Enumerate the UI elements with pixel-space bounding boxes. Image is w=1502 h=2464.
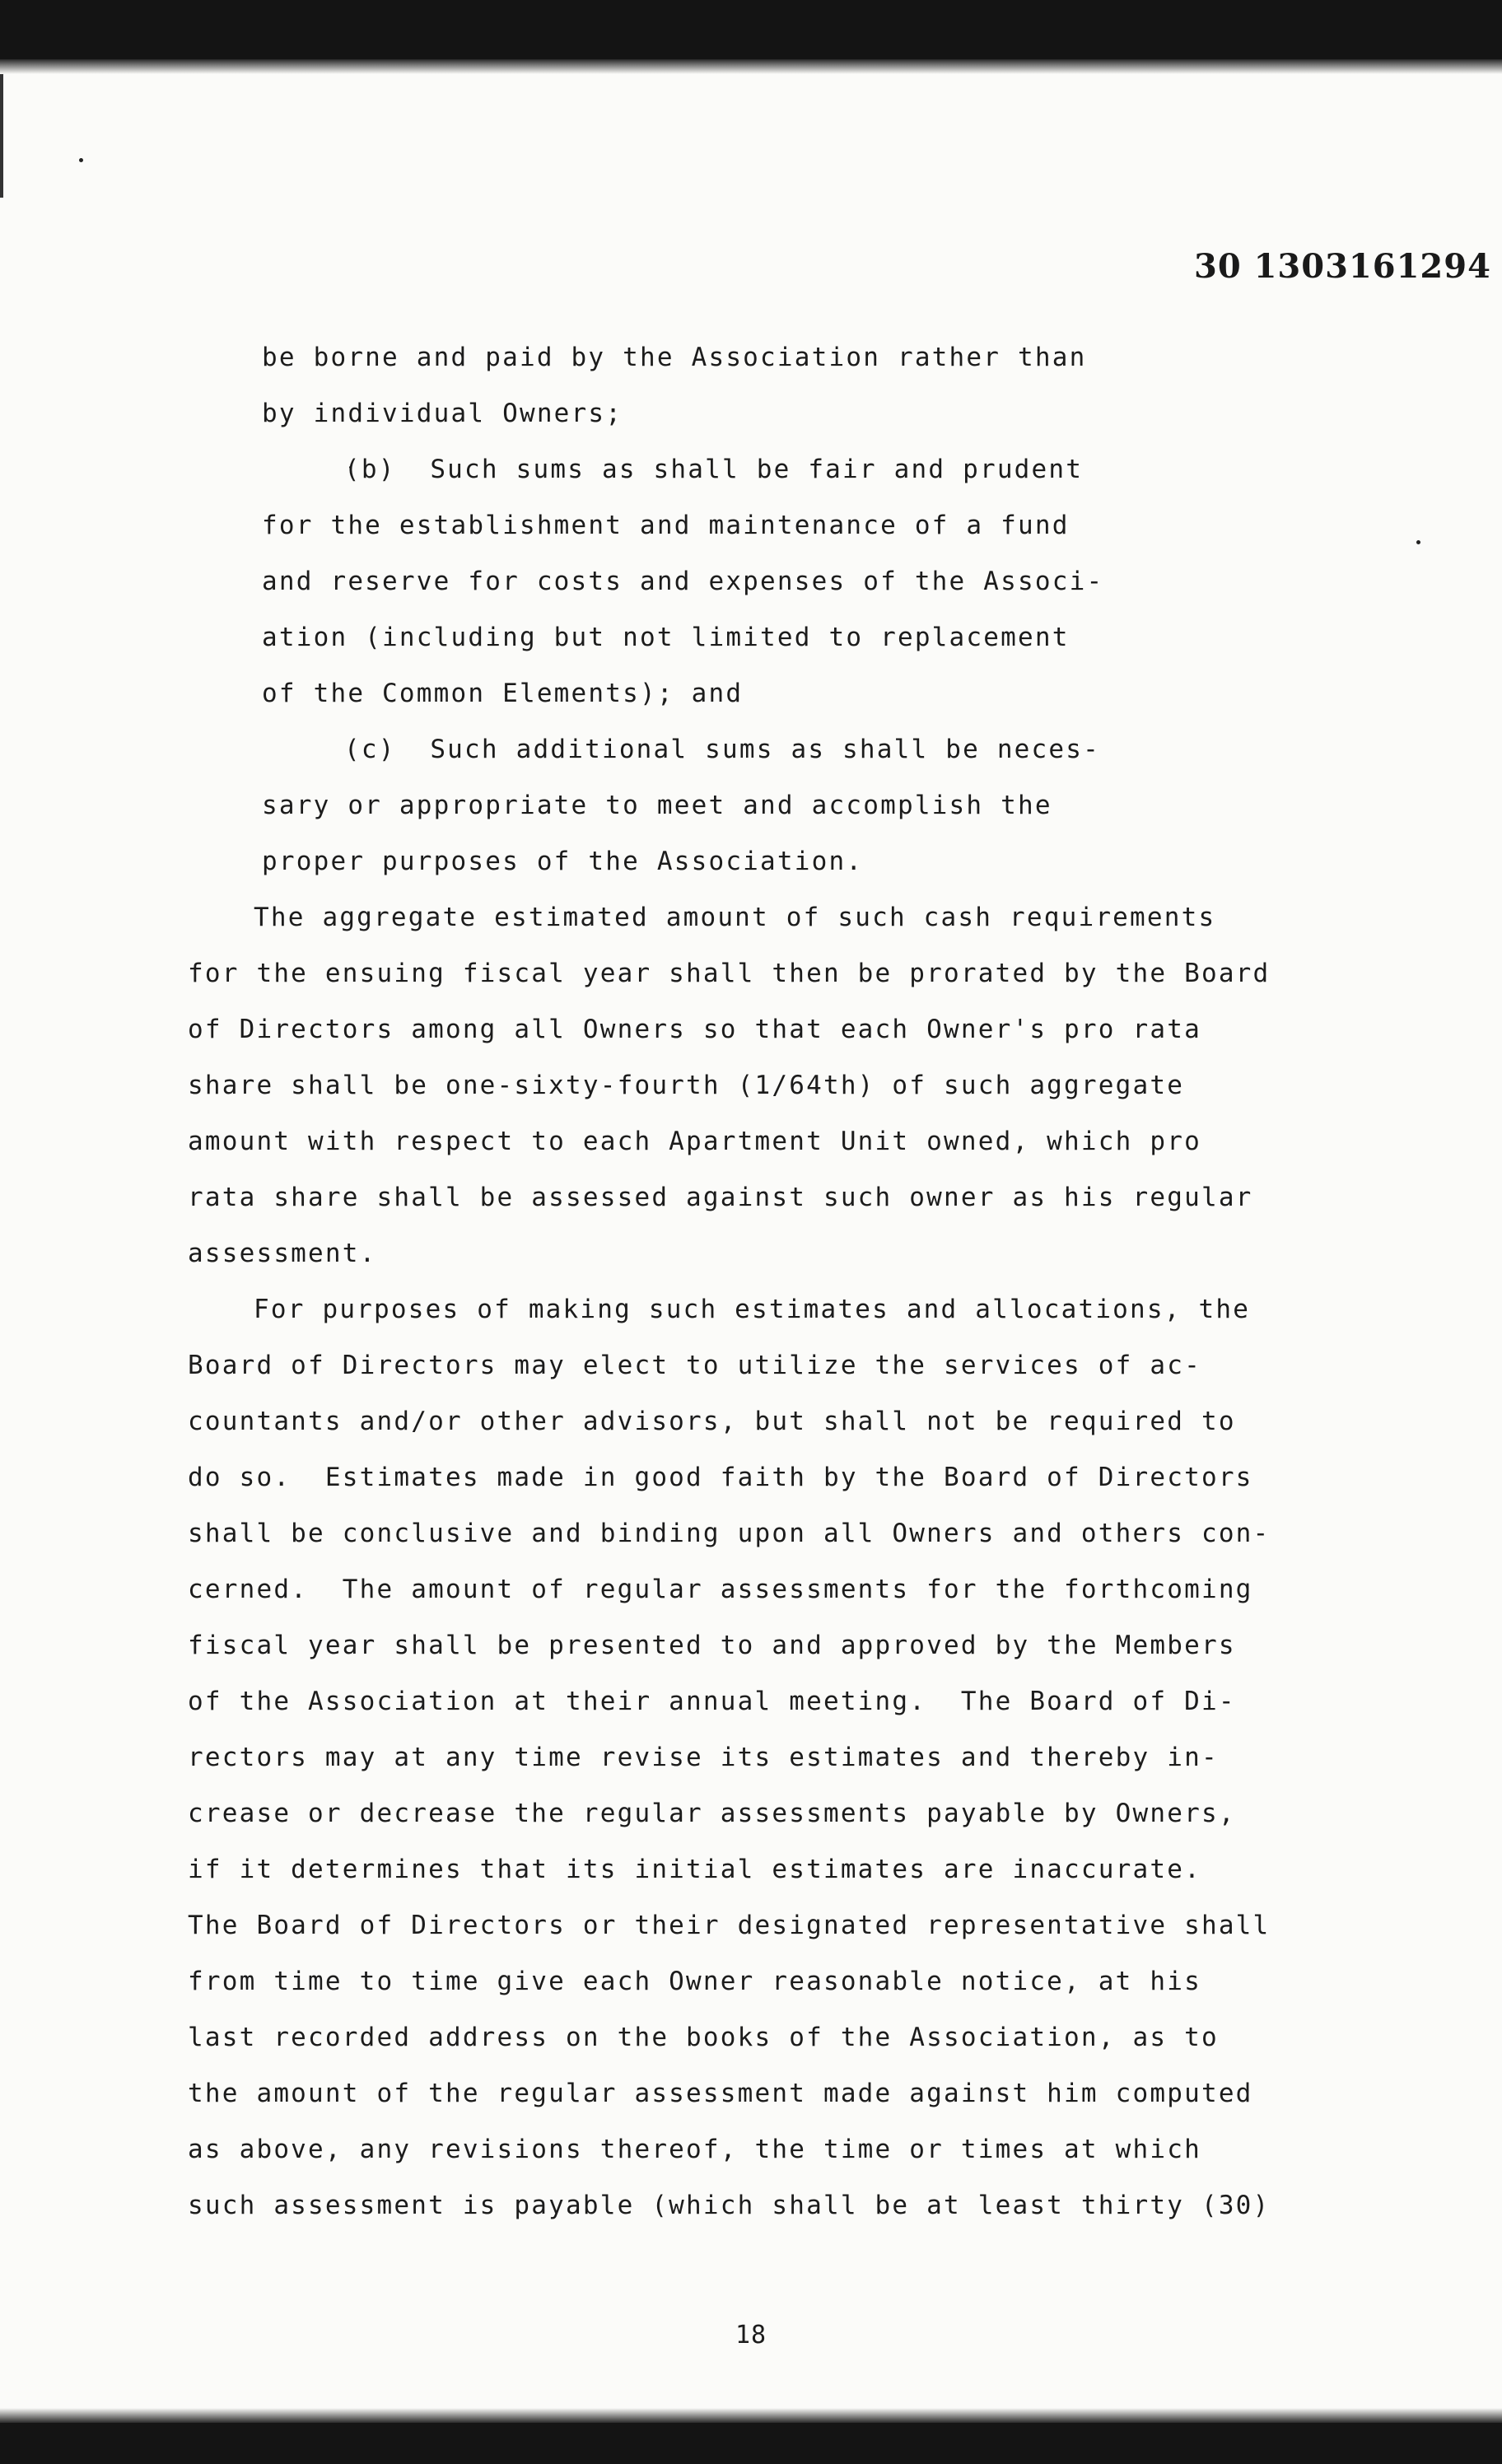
text-line: share shall be one-sixty-fourth (1/64th) of such aggregate xyxy=(188,1071,1185,1100)
text-line: fiscal year shall be presented to and approved by the Members xyxy=(188,1631,1236,1660)
text-line: the amount of the regular assessment made against him computed xyxy=(188,2079,1253,2108)
text-line: shall be conclusive and binding upon all Owners and others con- xyxy=(188,1519,1271,1548)
scan-speck xyxy=(1416,540,1420,544)
text-line: (c) Such additional sums as shall be neces- xyxy=(344,735,1100,764)
text-line: for the ensuing fiscal year shall then be prorated by the Board xyxy=(188,959,1271,988)
text-line: if it determines that its initial estimates are inaccurate. xyxy=(188,1855,1201,1884)
text-line: (b) Such sums as shall be fair and prudent xyxy=(344,455,1084,484)
text-line: proper purposes of the Association. xyxy=(262,847,864,876)
text-line: and reserve for costs and expenses of the Associ- xyxy=(262,567,1104,596)
text-line: assessment. xyxy=(188,1239,377,1268)
page-number: 18 xyxy=(735,2321,767,2350)
text-line: of Directors among all Owners so that each Owner's pro rata xyxy=(188,1015,1201,1044)
text-line: Board of Directors may elect to utilize the services of ac- xyxy=(188,1351,1201,1380)
text-line: for the establishment and maintenance of a fund xyxy=(262,511,1070,540)
text-line: of the Common Elements); and xyxy=(262,679,744,708)
scan-speck xyxy=(79,158,83,162)
text-line: sary or appropriate to meet and accomplish the xyxy=(262,791,1052,820)
text-line: countants and/or other advisors, but shall not be required to xyxy=(188,1407,1236,1436)
text-line: crease or decrease the regular assessments payable by Owners, xyxy=(188,1799,1236,1828)
text-line: rata share shall be assessed against such owner as his regular xyxy=(188,1183,1253,1212)
text-line: last recorded address on the books of the Association, as to xyxy=(188,2023,1219,2052)
scan-edge-left xyxy=(0,74,3,198)
scan-border-top xyxy=(0,0,1502,59)
book-page-reference: 30 1303161294 xyxy=(1194,247,1491,286)
scan-border-bottom xyxy=(0,2423,1502,2464)
text-line: of the Association at their annual meeting. The Board of Di- xyxy=(188,1687,1236,1716)
text-line: from time to time give each Owner reasonable notice, at his xyxy=(188,1967,1201,1996)
text-line: The aggregate estimated amount of such cash requirements xyxy=(254,903,1216,932)
text-line: such assessment is payable (which shall be at least thirty (30) xyxy=(188,2191,1271,2220)
text-line: be borne and paid by the Association rather than xyxy=(262,343,1087,372)
text-line: do so. Estimates made in good faith by the Board of Directors xyxy=(188,1463,1253,1492)
text-line: For purposes of making such estimates and allocations, the xyxy=(254,1295,1251,1324)
scan-shadow-bottom xyxy=(0,2408,1502,2423)
text-line: ation (including but not limited to replacement xyxy=(262,623,1070,652)
text-line: The Board of Directors or their designated representative shall xyxy=(188,1911,1271,1940)
scan-shadow-top xyxy=(0,59,1502,74)
text-line: cerned. The amount of regular assessments for the forthcoming xyxy=(188,1575,1253,1604)
text-line: rectors may at any time revise its estimates and thereby in- xyxy=(188,1743,1219,1772)
text-line: by individual Owners; xyxy=(262,399,623,428)
text-line: as above, any revisions thereof, the time or times at which xyxy=(188,2135,1201,2164)
text-line: amount with respect to each Apartment Unit owned, which pro xyxy=(188,1127,1201,1156)
